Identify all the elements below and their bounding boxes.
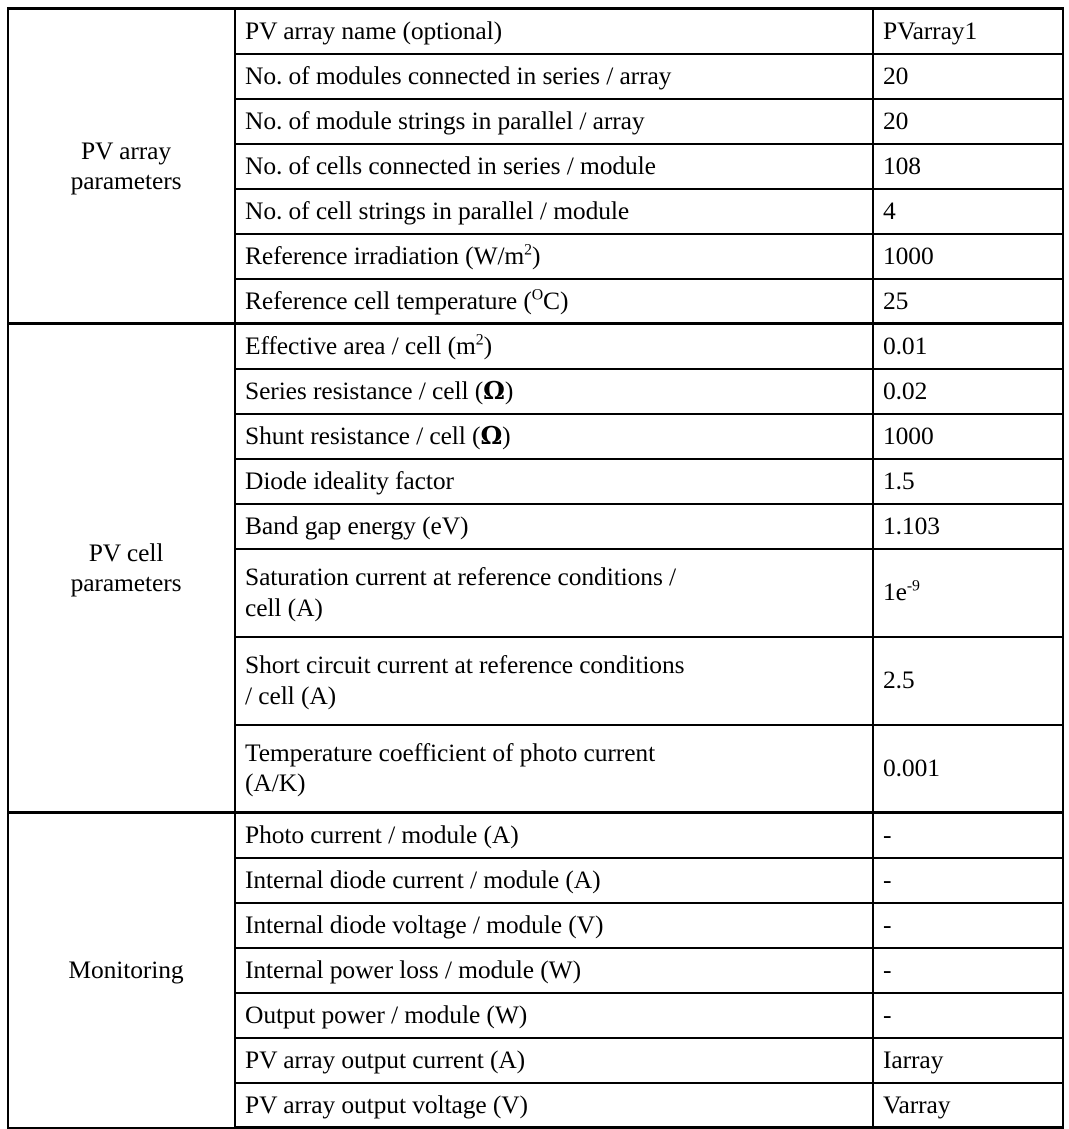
parameter-label-line1: Temperature coefficient of photo current	[245, 738, 656, 768]
parameter-label	[235, 993, 873, 1038]
parameter-value	[873, 324, 1063, 369]
parameter-label	[235, 369, 873, 414]
parameter-label-text: No. of cells connected in series / module	[245, 150, 656, 180]
parameter-label	[235, 549, 873, 637]
parameter-label-line1: Short circuit current at reference conditions	[245, 650, 685, 680]
parameter-value	[873, 414, 1063, 459]
parameter-label	[235, 279, 873, 324]
parameter-value	[873, 54, 1063, 99]
parameter-value	[873, 903, 1063, 948]
parameter-label-text: Effective area / cell (m	[245, 331, 476, 361]
parameter-label-suffix: )	[504, 375, 514, 405]
parameter-label-superscript: 2	[475, 331, 484, 349]
group-label-line: parameters	[70, 166, 182, 195]
parameter-label	[235, 459, 873, 504]
group-label-line: parameters	[70, 568, 182, 597]
parameter-value-text: 4	[883, 195, 896, 225]
parameter-table-container	[7, 7, 1062, 1129]
parameter-value	[873, 993, 1063, 1038]
parameter-value-text: -	[883, 864, 892, 894]
parameter-label-text: Output power / module (W)	[245, 999, 528, 1029]
parameter-label	[235, 637, 873, 725]
parameter-value-text: Iarray	[883, 1044, 944, 1074]
parameter-label	[235, 234, 873, 279]
table-row	[8, 9, 1063, 54]
parameter-value	[873, 189, 1063, 234]
group-label-1	[8, 9, 235, 324]
parameter-label-text: Shunt resistance / cell (	[245, 420, 481, 450]
parameter-label	[235, 99, 873, 144]
parameter-value-text: 1000	[883, 420, 934, 450]
parameter-label	[235, 1083, 873, 1128]
parameter-value-text: 108	[883, 150, 921, 180]
parameter-label	[235, 725, 873, 813]
parameter-label-text: PV array output voltage (V)	[245, 1089, 528, 1119]
parameter-value	[873, 9, 1063, 54]
parameter-label-text: Band gap energy (eV)	[245, 510, 469, 540]
parameter-value-text: 20	[883, 105, 909, 135]
parameter-value	[873, 369, 1063, 414]
table-body	[8, 9, 1063, 1128]
parameter-label-text: Reference cell temperature (	[245, 285, 532, 315]
parameter-label-text: PV array output current (A)	[245, 1044, 526, 1074]
parameter-value-text: 2.5	[883, 665, 915, 695]
parameter-value-text: 0.01	[883, 331, 928, 361]
parameter-label-text: Diode ideality factor	[245, 465, 454, 495]
parameter-value	[873, 99, 1063, 144]
parameter-value-text: 25	[883, 285, 909, 315]
parameter-label-text: Internal power loss / module (W)	[245, 954, 581, 984]
group-label-line: PV cell	[88, 537, 164, 567]
parameter-label-text: Internal diode voltage / module (V)	[245, 909, 604, 939]
parameter-label-line2: / cell (A)	[245, 680, 337, 710]
parameter-value	[873, 144, 1063, 189]
parameter-value-text: Varray	[883, 1089, 951, 1119]
parameter-value-text: 20	[883, 60, 909, 90]
parameter-label-text: Reference irradiation (W/m	[245, 240, 525, 270]
parameter-label-suffix: )	[502, 420, 511, 450]
parameter-label	[235, 504, 873, 549]
parameter-value	[873, 234, 1063, 279]
ohm-symbol-icon: Ω	[480, 420, 503, 450]
ohm-symbol-icon: Ω	[483, 375, 505, 405]
table-row	[8, 813, 1063, 858]
parameter-label-text: Photo current / module (A)	[245, 820, 519, 850]
parameter-label-suffix: )	[531, 240, 541, 270]
parameter-label-line2: cell (A)	[245, 592, 323, 622]
parameter-label-text: Internal diode current / module (A)	[245, 864, 601, 894]
parameter-value-text: 1.103	[883, 510, 940, 540]
parameter-label	[235, 144, 873, 189]
parameter-value	[873, 279, 1063, 324]
parameter-label-suffix: C)	[543, 285, 569, 315]
parameter-value	[873, 637, 1063, 725]
parameter-label	[235, 414, 873, 459]
parameter-label-superscript: 2	[524, 241, 532, 259]
parameter-value-text: 0.001	[883, 753, 940, 783]
parameter-value-text: -	[883, 954, 892, 984]
group-label-2	[8, 324, 235, 813]
parameter-value-text: 1e	[883, 577, 907, 607]
parameter-label-superscript: O	[531, 286, 544, 304]
parameter-label-text: PV array name (optional)	[245, 16, 503, 46]
parameter-value	[873, 549, 1063, 637]
parameter-label-line1: Saturation current at reference conditions /	[245, 562, 677, 592]
parameter-value-text: 1000	[883, 240, 934, 270]
parameter-label	[235, 948, 873, 993]
group-label-3	[8, 813, 235, 1128]
parameter-value-text: -	[883, 999, 892, 1029]
parameter-value	[873, 813, 1063, 858]
parameter-label-text: No. of cell strings in parallel / module	[245, 195, 630, 225]
parameter-label	[235, 189, 873, 234]
parameter-label-line2: (A/K)	[245, 768, 306, 798]
parameter-label	[235, 9, 873, 54]
parameter-value	[873, 504, 1063, 549]
pv-parameter-table	[7, 7, 1064, 1129]
group-label-line: PV array	[80, 135, 172, 165]
parameter-label-text: No. of module strings in parallel / array	[245, 105, 645, 135]
parameter-value	[873, 459, 1063, 504]
group-label-line: Monitoring	[68, 955, 184, 985]
parameter-value	[873, 725, 1063, 813]
parameter-label	[235, 54, 873, 99]
parameter-value-text: PVarray1	[883, 16, 978, 46]
parameter-label-text: No. of modules connected in series / array	[245, 60, 672, 90]
parameter-label	[235, 813, 873, 858]
parameter-value	[873, 948, 1063, 993]
parameter-value-text: -	[883, 909, 892, 939]
parameter-value	[873, 1083, 1063, 1128]
parameter-label	[235, 903, 873, 948]
parameter-value-text: 0.02	[883, 375, 928, 405]
parameter-label	[235, 858, 873, 903]
parameter-value	[873, 858, 1063, 903]
parameter-value	[873, 1038, 1063, 1083]
parameter-label-text: Series resistance / cell (	[245, 375, 484, 405]
table-row	[8, 324, 1063, 369]
parameter-label	[235, 1038, 873, 1083]
parameter-value-text: -	[883, 820, 892, 850]
parameter-value-text: 1.5	[883, 465, 915, 495]
parameter-value-superscript: -9	[906, 577, 920, 595]
parameter-label-suffix: )	[483, 331, 492, 361]
parameter-label	[235, 324, 873, 369]
